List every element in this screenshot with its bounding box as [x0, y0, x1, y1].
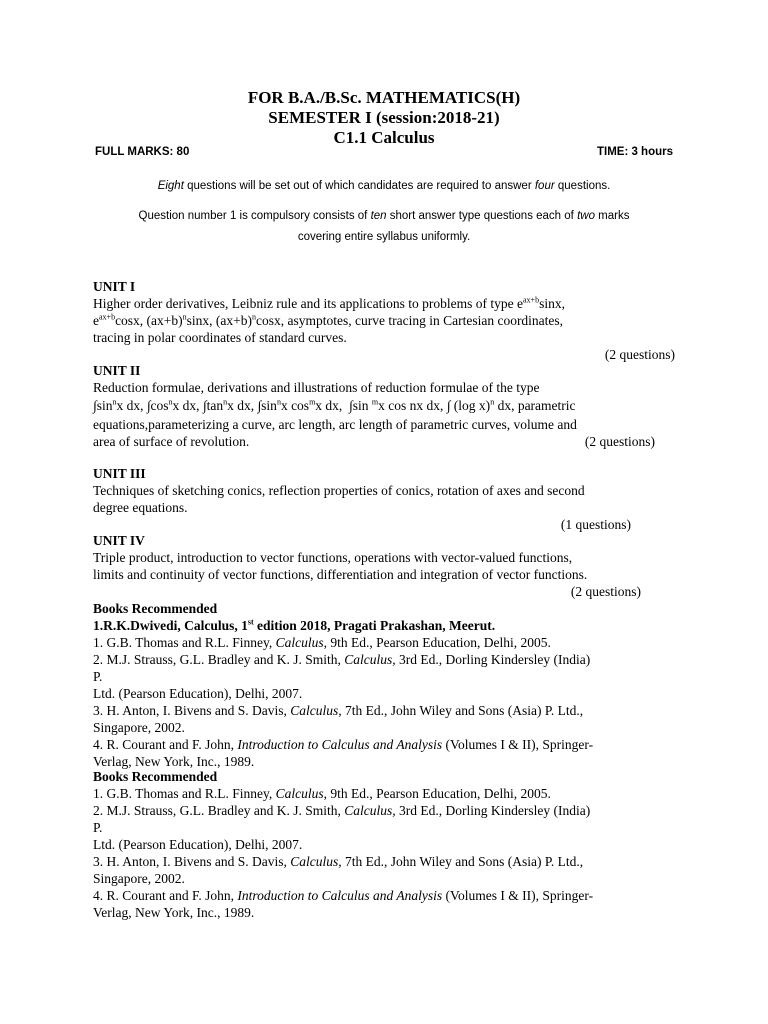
text: dx, parametric: [494, 398, 576, 413]
text: x cos: [280, 398, 310, 413]
book-1: [93, 785, 683, 802]
text: ∫sin: [93, 398, 113, 413]
superscript: n: [182, 312, 187, 322]
instr-text: marks: [594, 210, 630, 222]
text: 1. G.B. Thomas and R.L. Finney,: [93, 635, 276, 650]
text: 7th Ed., John Wiley and Sons (Asia) P. Ltd.,: [341, 703, 584, 718]
text: ∫sin: [257, 398, 277, 413]
unit-2-line-3: equations,parameterizing a curve, arc length, arc length of parametric curves, volume and: [93, 417, 577, 432]
book-2-cont: P.: [93, 669, 103, 684]
instr-text: questions will be set out of which candidates are required to answer: [183, 180, 535, 192]
text: e: [93, 313, 99, 328]
text: , 9th Ed., Pearson Education, Delhi, 2005.: [323, 635, 551, 650]
text: 2. M.J. Strauss, G.L. Bradley and K. J. Smith,: [93, 652, 345, 667]
text: x dx,: [227, 398, 258, 413]
text: (Volumes I & II), Springer-: [442, 737, 594, 752]
unit-1-question-count: (2 questions): [604, 347, 675, 362]
unit-3-line-1: Techniques of sketching conics, reflection properties of conics, rotation of axes and second: [93, 483, 585, 498]
unit-2-heading: UNIT II: [93, 363, 141, 378]
text: ∫ (log x): [446, 398, 491, 413]
book-4: [93, 736, 683, 753]
instr-text: short answer type questions each of: [386, 210, 578, 222]
book-2-cont: Ltd. (Pearson Education), Delhi, 2007.: [93, 686, 303, 701]
superscript: n: [223, 397, 228, 407]
semester-title: SEMESTER I (session:2018-21): [268, 108, 500, 127]
book-title: Calculus: [275, 786, 324, 801]
course-title: FOR B.A./B.Sc. MATHEMATICS(H): [247, 88, 521, 107]
text: 3rd Ed., Dorling Kindersley (India): [395, 803, 591, 818]
instr-eight: Eight: [157, 180, 184, 192]
text: ∫tan: [202, 398, 224, 413]
text: area of surface of revolution.: [93, 434, 250, 449]
text: , 9th Ed., Pearson Education, Delhi, 2005.: [323, 786, 551, 801]
text: 1.R.K.Dwivedi, Calculus, 1: [93, 618, 248, 633]
unit-2-question-count: (2 questions): [584, 434, 655, 449]
book-title: Calculus,: [290, 854, 342, 869]
book-main: [93, 617, 683, 634]
unit-3-heading: UNIT III: [93, 466, 146, 481]
exam-time: TIME: 3 hours: [596, 146, 673, 158]
book-2-cont: Ltd. (Pearson Education), Delhi, 2007.: [93, 837, 303, 852]
text: x dx,: [315, 398, 346, 413]
superscript: m: [371, 397, 379, 407]
unit-1-line-2: [93, 312, 683, 329]
book-3: [93, 853, 683, 870]
text: ∫cos: [146, 398, 169, 413]
unit-2-section: [93, 362, 683, 450]
book-4-cont: Verlag, New York, Inc., 1989.: [93, 905, 255, 920]
book-2: [93, 802, 683, 819]
book-title: Calculus,: [290, 703, 342, 718]
full-marks: FULL MARKS: 80: [95, 146, 190, 158]
unit-4-question-count: (2 questions): [570, 584, 641, 599]
unit-2-integrals: [93, 396, 683, 416]
book-4-cont: Verlag, New York, Inc., 1989.: [93, 754, 255, 769]
superscript: ax+b: [99, 312, 116, 322]
book-4: [93, 887, 683, 904]
book-title: Calculus,: [344, 652, 396, 667]
superscript: n: [490, 397, 495, 407]
book-3: [93, 702, 683, 719]
text: sinx, (ax+b): [186, 313, 253, 328]
instr-two: two: [577, 210, 595, 222]
instr-text: questions.: [554, 180, 611, 192]
text: 2. M.J. Strauss, G.L. Bradley and K. J. Smith,: [93, 803, 345, 818]
text: x cos nx dx,: [378, 398, 447, 413]
unit-3-line-2: degree equations.: [93, 500, 188, 515]
books-heading: Books Recommended: [93, 769, 218, 784]
text: 3. H. Anton, I. Bivens and S. Davis,: [93, 854, 291, 869]
text: ∫sin: [349, 398, 372, 413]
book-3-cont: Singapore, 2002.: [93, 720, 185, 735]
paper-title: C1.1 Calculus: [333, 128, 435, 147]
unit-2-line-1: Reduction formulae, derivations and illustrations of reduction formulae of the type: [93, 380, 540, 395]
unit-3-section: [93, 465, 683, 533]
text: (Volumes I & II), Springer-: [442, 888, 594, 903]
text: 1. G.B. Thomas and R.L. Finney,: [93, 786, 276, 801]
instruction-1: [0, 176, 768, 197]
superscript: n: [252, 312, 257, 322]
superscript: n: [276, 397, 281, 407]
instr-four: four: [534, 180, 555, 192]
book-1: [93, 634, 683, 651]
unit-2-line-4: [93, 433, 683, 450]
superscript: n: [168, 397, 173, 407]
book-2-cont: P.: [93, 820, 103, 835]
text: x dx,: [116, 398, 147, 413]
superscript: st: [247, 617, 254, 627]
books-section-1: [93, 600, 683, 770]
book-title: Calculus: [275, 635, 324, 650]
text: sinx,: [539, 296, 565, 311]
unit-1-line-3: tracing in polar coordinates of standard curves.: [93, 330, 347, 345]
text: 3rd Ed., Dorling Kindersley (India): [395, 652, 591, 667]
text: edition 2018, Pragati Prakashan, Meerut.: [253, 618, 496, 633]
book-2: [93, 651, 683, 668]
superscript: n: [112, 397, 117, 407]
unit-1-section: [93, 278, 683, 363]
books-heading: Books Recommended: [93, 601, 218, 616]
book-title: Introduction to Calculus and Analysis: [237, 737, 443, 752]
book-title: Introduction to Calculus and Analysis: [237, 888, 443, 903]
superscript: m: [309, 397, 316, 407]
text: Higher order derivatives, Leibniz rule and its applications to problems of type e: [93, 296, 523, 311]
unit-3-question-count: (1 questions): [560, 517, 631, 532]
unit-1-heading: UNIT I: [93, 279, 136, 294]
book-title: Calculus,: [344, 803, 396, 818]
text: cosx, (ax+b): [115, 313, 183, 328]
unit-4-section: [93, 532, 683, 600]
text: x dx,: [172, 398, 203, 413]
superscript: ax+b: [523, 295, 540, 305]
text: 4. R. Courant and F. John,: [93, 737, 238, 752]
unit-4-line-1: Triple product, introduction to vector functions, operations with vector-valued functions,: [93, 550, 573, 565]
unit-4-line-2: limits and continuity of vector functions, differentiation and integration of vector functions.: [93, 567, 588, 582]
unit-4-heading: UNIT IV: [93, 533, 145, 548]
instruction-3: covering entire syllabus uniformly.: [297, 231, 471, 243]
text: 3. H. Anton, I. Bivens and S. Davis,: [93, 703, 291, 718]
text: 7th Ed., John Wiley and Sons (Asia) P. Ltd.,: [341, 854, 584, 869]
instr-ten: ten: [370, 210, 387, 222]
books-section-2: [93, 768, 683, 921]
instruction-2: [0, 206, 768, 227]
book-3-cont: Singapore, 2002.: [93, 871, 185, 886]
text: 4. R. Courant and F. John,: [93, 888, 238, 903]
instr-text: Question number 1 is compulsory consists of: [138, 210, 371, 222]
unit-1-line-1: [93, 295, 683, 312]
text: cosx, asymptotes, curve tracing in Cartesian coordinates,: [256, 313, 564, 328]
